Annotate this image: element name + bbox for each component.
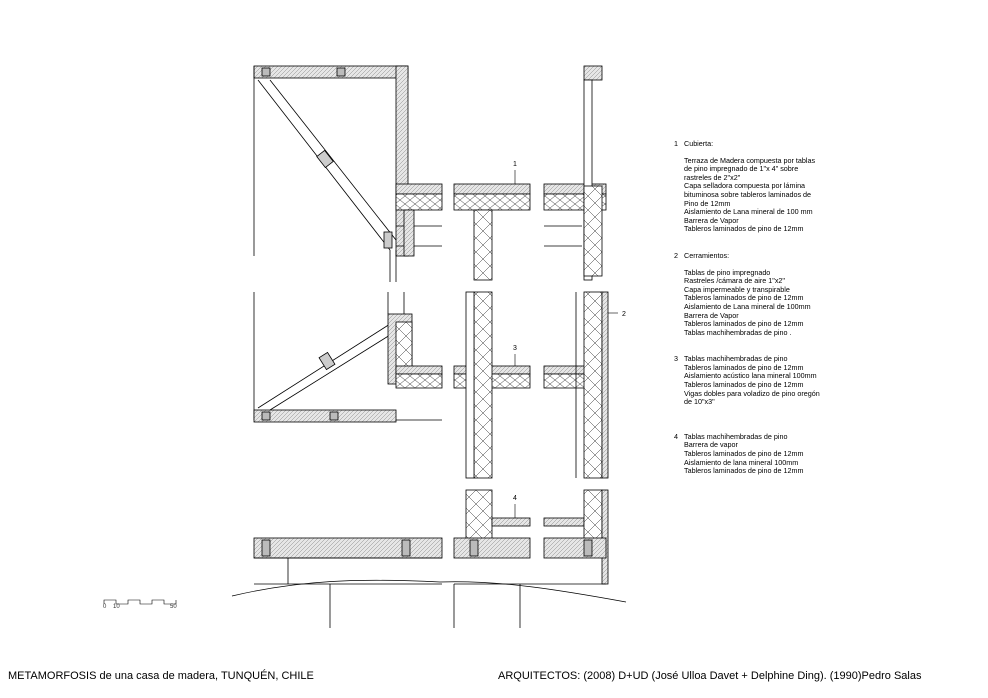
note-cerramientos (674, 252, 874, 337)
architects-credit: ARQUITECTOS: (2008) D+UD (José Ulloa Davet + Delphine Ding). (1990)Pedro Salas (498, 670, 922, 682)
callout-3: 3 (513, 345, 517, 352)
scale-label-0: 0 (103, 604, 107, 610)
construction-notes (674, 140, 874, 494)
scale-label-10: 10 (113, 604, 120, 610)
lower-level (232, 490, 626, 628)
note-line: Vigas dobles para voladizo de pino oregón (684, 388, 820, 398)
note-piso (674, 433, 874, 476)
note-line: Tableros laminados de pino de 12mm (684, 319, 804, 329)
note-line: Tablas machihembradas de pino . (684, 327, 792, 337)
upper-cantilever (254, 66, 408, 282)
note-line: Aislamiento de lana mineral 100mm (684, 457, 799, 467)
note-line: Tableros laminados de pino de 12mm (684, 466, 804, 476)
note-line: Tableros laminados de pino de 12mm (684, 362, 804, 372)
note-line: Barrera de Vapor (684, 310, 739, 320)
note-line: Tableros laminados de pino de 12mm (684, 449, 804, 459)
note-line: Terraza de Madera compuesta por tablas (684, 155, 816, 165)
note-number: 1 (674, 139, 678, 148)
note-line: Rastreles /cámara de aire 1"x2" (684, 276, 785, 286)
note-line: Pino de 12mm (684, 198, 731, 208)
note-title: Cerramientos: (684, 250, 730, 260)
note-number: 4 (674, 431, 678, 441)
note-line: Barrera de Vapor (684, 215, 739, 225)
note-line: bituminosa sobre tableros laminados de (684, 189, 812, 199)
roof-deck (396, 66, 606, 280)
scale-label-50: 50 (170, 604, 177, 610)
note-line: Tablas de pino impregnado (684, 267, 771, 277)
note-number: 3 (674, 354, 678, 364)
note-number: 2 (674, 250, 678, 260)
project-title: METAMORFOSIS de una casa de madera, TUNQUÉN, CHILE (8, 670, 314, 682)
callout-4: 4 (513, 495, 517, 502)
note-line: de pino impregnado de 1"x 4" sobre (684, 164, 799, 174)
note-line: rastreles de 2"x2" (684, 172, 741, 182)
note-line: Tableros laminados de pino de 12mm (684, 380, 804, 390)
note-line: Tableros laminados de pino de 12mm (684, 224, 804, 234)
note-title: Tablas machihembradas de pino (684, 431, 788, 441)
callout-2: 2 (622, 311, 626, 318)
callout-1: 1 (513, 161, 517, 168)
note-line: Capa selladora compuesta por lámina (684, 181, 806, 191)
note-line: Tableros laminados de pino de 12mm (684, 293, 804, 303)
note-line: Aislamiento acústico lana mineral 100mm (684, 371, 817, 381)
middle-level (254, 292, 608, 478)
note-line: Capa impermeable y transpirable (684, 284, 790, 294)
note-line: Aislamiento de Lana mineral de 100mm (684, 301, 811, 311)
note-entrepiso (674, 355, 874, 407)
note-title: Tablas machihembradas de pino (684, 354, 788, 364)
note-line: de 10"x3" (684, 397, 715, 407)
note-title: Cubierta: (684, 139, 714, 148)
note-cubierta (674, 140, 874, 234)
note-line: Aislamiento de Lana mineral de 100 mm (684, 207, 813, 217)
note-line: Barrera de vapor (684, 440, 738, 450)
